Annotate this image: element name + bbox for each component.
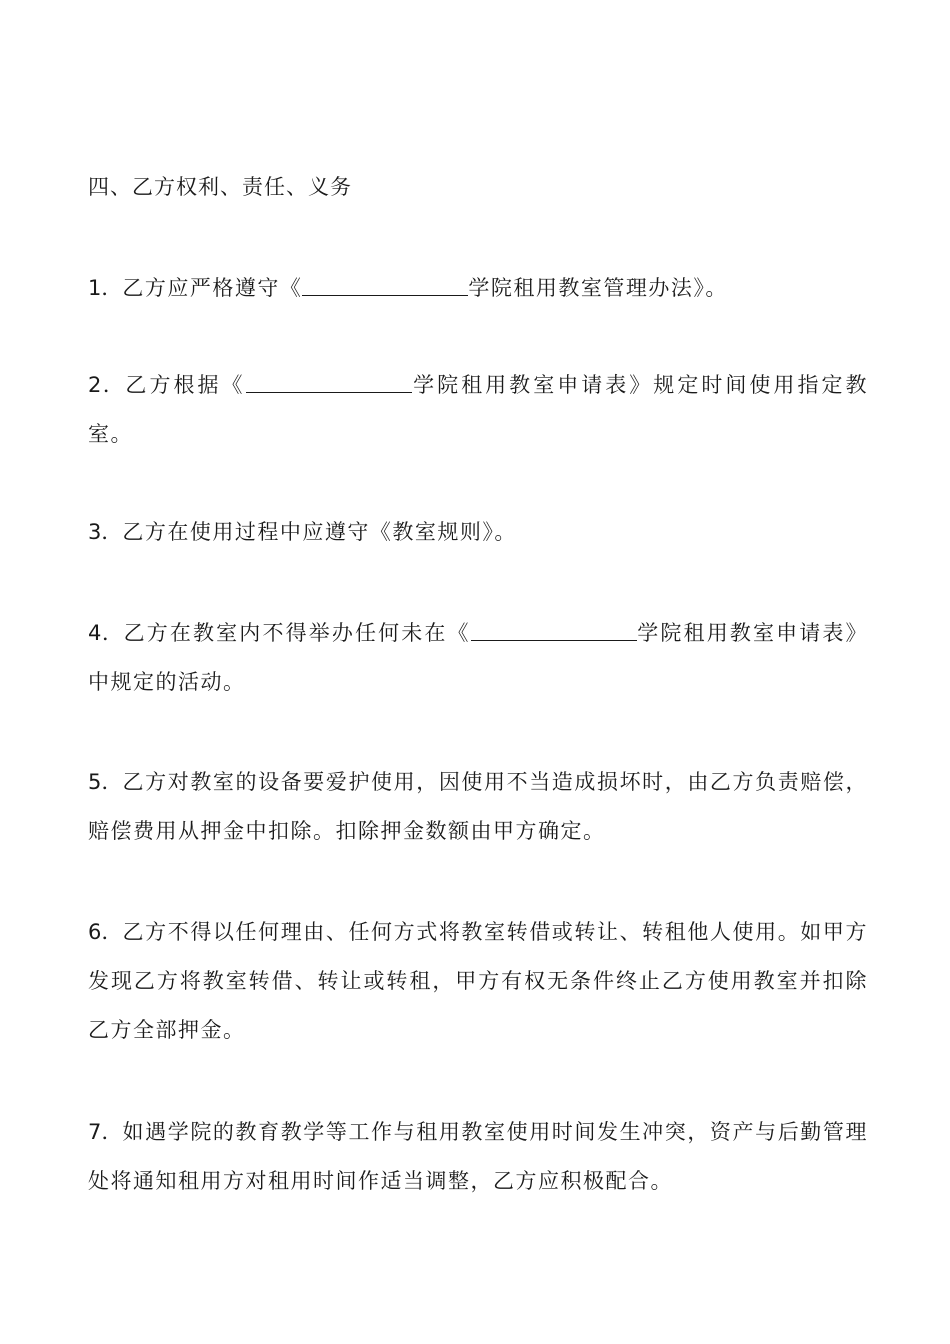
clause-number: 1． [88,276,123,300]
clause-text: 乙方对教室的设备要爱护使用，因使用不当造成损坏时，由乙方负责赔偿，赔偿费用从押金中扣除。扣除押金数额由甲方确定。 [88,770,868,843]
clause-text-before: 乙方在教室内不得举办任何未在《 [123,621,471,645]
clause-1 [88,264,868,313]
blank-fill-line [246,370,412,393]
section-heading: 四、乙方权利、责任、义务 [88,175,352,199]
clause-text: 乙方不得以任何理由、任何方式将教室转借或转让、转租他人使用。如甲方发现乙方将教室转借、转让或转租，甲方有权无条件终止乙方使用教室并扣除乙方全部押金。 [88,920,868,1042]
clause-text-after: 学院租用教室管理办法》。 [468,276,728,300]
clause-text-before: 乙方根据《 [125,373,246,397]
clause-6 [88,908,868,1055]
clause-number: 7． [88,1120,123,1144]
clause-number: 6． [88,920,123,944]
clause-7 [88,1108,868,1206]
clause-4 [88,609,868,707]
clause-3 [88,508,868,557]
blank-fill-line [471,618,637,641]
clause-text: 如遇学院的教育教学等工作与租用教室使用时间发生冲突，资产与后勤管理处将通知租用方对租用时间作适当调整，乙方应积极配合。 [88,1120,868,1193]
clause-number: 4． [88,621,124,645]
clause-number: 5． [88,770,123,794]
clause-text-before: 乙方应严格遵守《 [122,276,303,300]
clause-text-after: 学院租用教室申请表》规定时间使用指定教室。 [88,373,869,446]
clause-5 [88,758,868,856]
blank-fill-line [302,273,468,296]
clause-2 [88,361,868,459]
clause-text: 乙方在使用过程中应遵守《教室规则》。 [122,520,517,544]
clause-number: 3． [88,520,123,544]
clause-number: 2． [88,373,126,397]
clause-text-after: 学院租用教室申请表》中规定的活动。 [88,621,868,694]
